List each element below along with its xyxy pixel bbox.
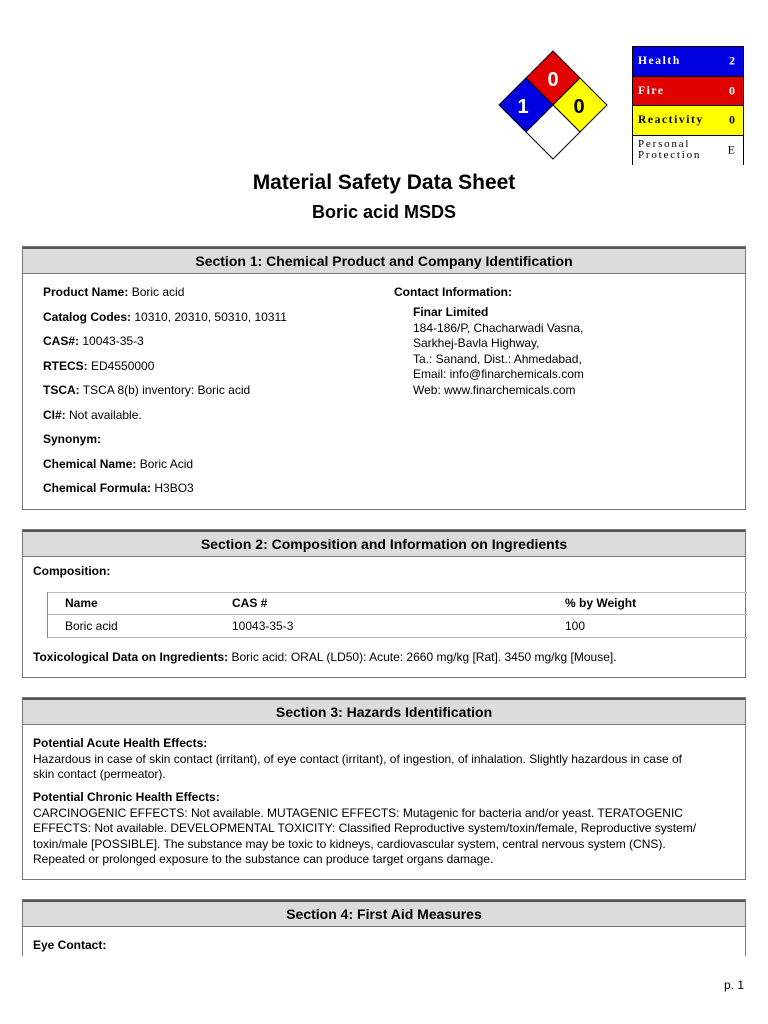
hmis-rating-table xyxy=(632,46,744,165)
table-rule xyxy=(47,614,747,615)
page-number: p. 1 xyxy=(724,978,745,992)
hmis-fire-value: 0 xyxy=(729,83,735,98)
field-label: CI#: xyxy=(43,407,66,422)
table-cell-name: Boric acid xyxy=(65,619,118,633)
field-synonym xyxy=(43,432,101,446)
field-value: Not available. xyxy=(65,407,142,422)
field-value: Boric acid xyxy=(128,285,185,299)
contact-information-label: Contact Information: xyxy=(394,285,512,299)
nfpa-health-value: 1 xyxy=(517,96,529,118)
field-label: Catalog Codes: xyxy=(43,309,132,324)
contact-address-line-3: Ta.: Sanand, Dist.: Ahmedabad, xyxy=(413,351,582,366)
hmis-fire-label: Fire xyxy=(638,84,665,97)
section-3-heading: Section 3: Hazards Identification xyxy=(23,698,745,725)
section-4-heading: Section 4: First Aid Measures xyxy=(23,900,745,927)
hmis-reactivity-label: Reactivity xyxy=(638,114,704,127)
composition-label: Composition: xyxy=(33,564,111,578)
acute-effects-label: Potential Acute Health Effects: xyxy=(33,736,208,750)
column-header-name: Name xyxy=(65,596,98,610)
contact-email: Email: info@finarchemicals.com xyxy=(413,367,584,381)
hmis-health-row xyxy=(633,47,743,77)
chronic-effects-line-2: EFFECTS: Not available. DEVELOPMENTAL TOXICITY: Classified Reproductive system/toxin/female, Reproductive system/ xyxy=(33,821,697,835)
field-value: 10310, 20310, 50310, 10311 xyxy=(131,309,287,324)
hmis-protection-label xyxy=(638,139,701,161)
toxicological-data-label: Toxicological Data on Ingredients: xyxy=(33,650,229,664)
field-label: Chemical Name: xyxy=(43,456,137,471)
acute-effects-line-1: Hazardous in case of skin contact (irritant), of eye contact (irritant), of ingestion, of inhalation. Slightly hazardous in case of xyxy=(33,751,682,766)
column-header-weight: % by Weight xyxy=(565,596,637,610)
field-value: 10043-35-3 xyxy=(79,334,144,348)
hmis-fire-row xyxy=(633,77,743,107)
contact-address-line-1: 184-186/P, Chacharwadi Vasna, xyxy=(413,320,584,335)
acute-effects-line-2: skin contact (permeator). xyxy=(33,767,166,781)
section-2-heading: Section 2: Composition and Information on Ingredients xyxy=(23,530,745,557)
field-label: Synonym: xyxy=(43,432,102,446)
chronic-effects-line-3: toxin/male [POSSIBLE]. The substance may be toxic to kidneys, cardiovascular system, central nervous system (CNS). xyxy=(33,836,666,851)
hmis-health-label: Health xyxy=(638,55,681,68)
table-rule xyxy=(47,592,747,593)
toxicological-data xyxy=(33,650,617,664)
hmis-reactivity-row xyxy=(633,106,743,136)
field-ci xyxy=(43,408,142,422)
toxicological-data-text: Boric acid: ORAL (LD50): Acute: 2660 mg/kg [Rat]. 3450 mg/kg [Mouse]. xyxy=(228,650,617,664)
nfpa-diamond xyxy=(498,50,608,164)
contact-address-line-2: Sarkhej-Bavla Highway, xyxy=(413,336,540,350)
field-chemical-name xyxy=(43,457,193,471)
field-product-name xyxy=(43,285,184,299)
composition-table xyxy=(47,592,747,638)
hmis-protection-label-line1: Personal xyxy=(638,138,691,151)
field-catalog-codes xyxy=(43,310,287,324)
section-3 xyxy=(22,697,746,880)
section-4 xyxy=(22,899,746,956)
column-header-cas: CAS # xyxy=(232,596,268,610)
field-label: RTECS: xyxy=(43,358,88,373)
field-label: Chemical Formula: xyxy=(43,481,152,495)
section-1 xyxy=(22,246,746,510)
chronic-effects-label: Potential Chronic Health Effects: xyxy=(33,790,220,804)
hmis-protection-value: E xyxy=(727,142,735,157)
field-value: Boric Acid xyxy=(136,456,194,471)
nfpa-flammability-value: 0 xyxy=(547,69,559,91)
contact-company-name: Finar Limited xyxy=(413,305,489,319)
field-value: ED4550000 xyxy=(87,358,155,373)
chronic-effects-line-1: CARCINOGENIC EFFECTS: Not available. MUTAGENIC EFFECTS: Mutagenic for bacteria and/or yeast. TERATOGENIC xyxy=(33,805,683,820)
field-label: CAS#: xyxy=(43,334,80,348)
eye-contact-label: Eye Contact: xyxy=(33,938,107,952)
field-value: H3BO3 xyxy=(151,481,194,495)
contact-website: Web: www.finarchemicals.com xyxy=(413,382,576,397)
hmis-protection-row xyxy=(633,136,743,166)
hmis-reactivity-value: 0 xyxy=(729,112,735,127)
section-2 xyxy=(22,529,746,678)
table-cell-weight: 100 xyxy=(565,619,586,633)
field-cas xyxy=(43,334,144,348)
section-1-heading: Section 1: Chemical Product and Company Identification xyxy=(23,247,745,274)
hmis-protection-label-line2: Protection xyxy=(638,149,702,162)
table-cell-cas: 10043-35-3 xyxy=(232,619,294,633)
chronic-effects-line-4: Repeated or prolonged exposure to the substance can produce target organs damage. xyxy=(33,852,494,866)
field-rtecs xyxy=(43,359,154,373)
field-chemical-formula xyxy=(43,481,194,495)
field-value: TSCA 8(b) inventory: Boric acid xyxy=(79,383,251,397)
hmis-health-value: 2 xyxy=(729,53,735,68)
document-title: Material Safety Data Sheet xyxy=(252,171,516,194)
table-rule xyxy=(47,592,48,638)
nfpa-reactivity-value: 0 xyxy=(573,96,585,118)
field-label: Product Name: xyxy=(43,285,129,299)
document-subtitle: Boric acid MSDS xyxy=(311,202,457,222)
table-rule xyxy=(47,637,747,638)
field-tsca xyxy=(43,383,250,397)
field-label: TSCA: xyxy=(43,383,80,397)
